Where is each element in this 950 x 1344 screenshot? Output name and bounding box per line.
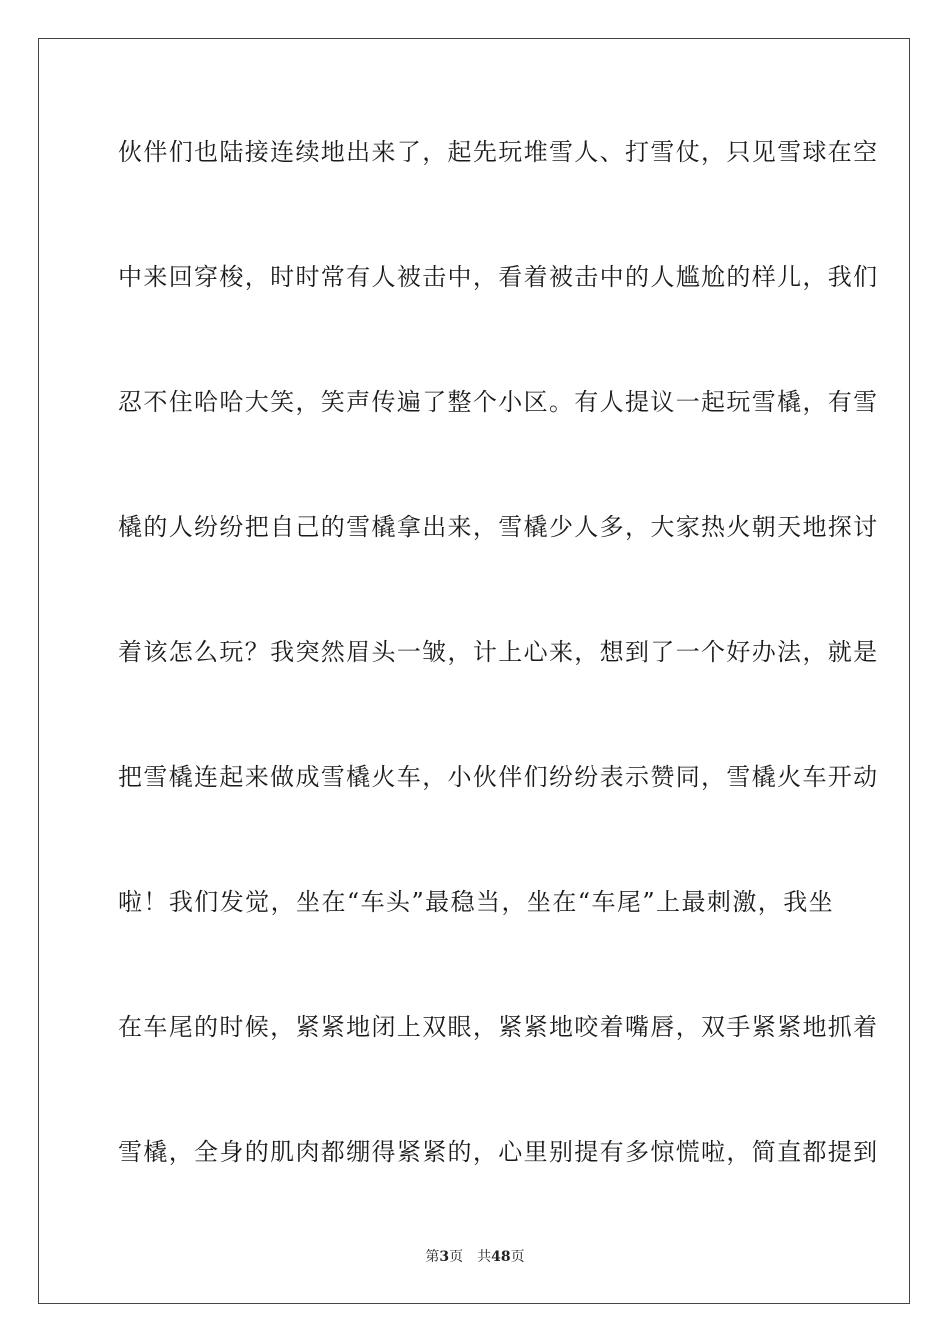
text-line: 橇的人纷纷把自己的雪橇拿出来，雪橇少人多，大家热火朝天地探讨 [118, 513, 879, 541]
total-prefix: 共 [477, 1249, 492, 1265]
page-number: 3 [439, 1249, 450, 1265]
total-suffix: 页 [510, 1249, 525, 1265]
page-footer [0, 1246, 950, 1266]
page-prefix: 第 [425, 1249, 440, 1265]
text-line: 着该怎么玩？我突然眉头一皱，计上心来，想到了一个好办法，就是 [118, 638, 879, 666]
text-line: 在车尾的时候，紧紧地闭上双眼，紧紧地咬着嘴唇，双手紧紧地抓着 [118, 1013, 879, 1041]
page-suffix: 页 [449, 1249, 464, 1265]
text-line: 雪橇，全身的肌肉都绷得紧紧的，心里别提有多惊慌啦，简直都提到 [118, 1138, 879, 1166]
total-pages: 48 [491, 1249, 511, 1265]
text-line: 把雪橇连起来做成雪橇火车，小伙伴们纷纷表示赞同，雪橇火车开动 [118, 763, 879, 791]
text-line: 啦！我们发觉，坐在“车头”最稳当，坐在“车尾”上最刺激，我坐 [118, 888, 834, 916]
text-line: 伙伴们也陆接连续地出来了，起先玩堆雪人、打雪仗，只见雪球在空 [118, 138, 879, 166]
body-text [118, 120, 879, 1245]
text-line: 中来回穿梭，时时常有人被击中，看着被击中的人尴尬的样儿，我们 [118, 263, 879, 291]
text-line: 忍不住哈哈大笑，笑声传遍了整个小区。有人提议一起玩雪橇，有雪 [118, 388, 879, 416]
